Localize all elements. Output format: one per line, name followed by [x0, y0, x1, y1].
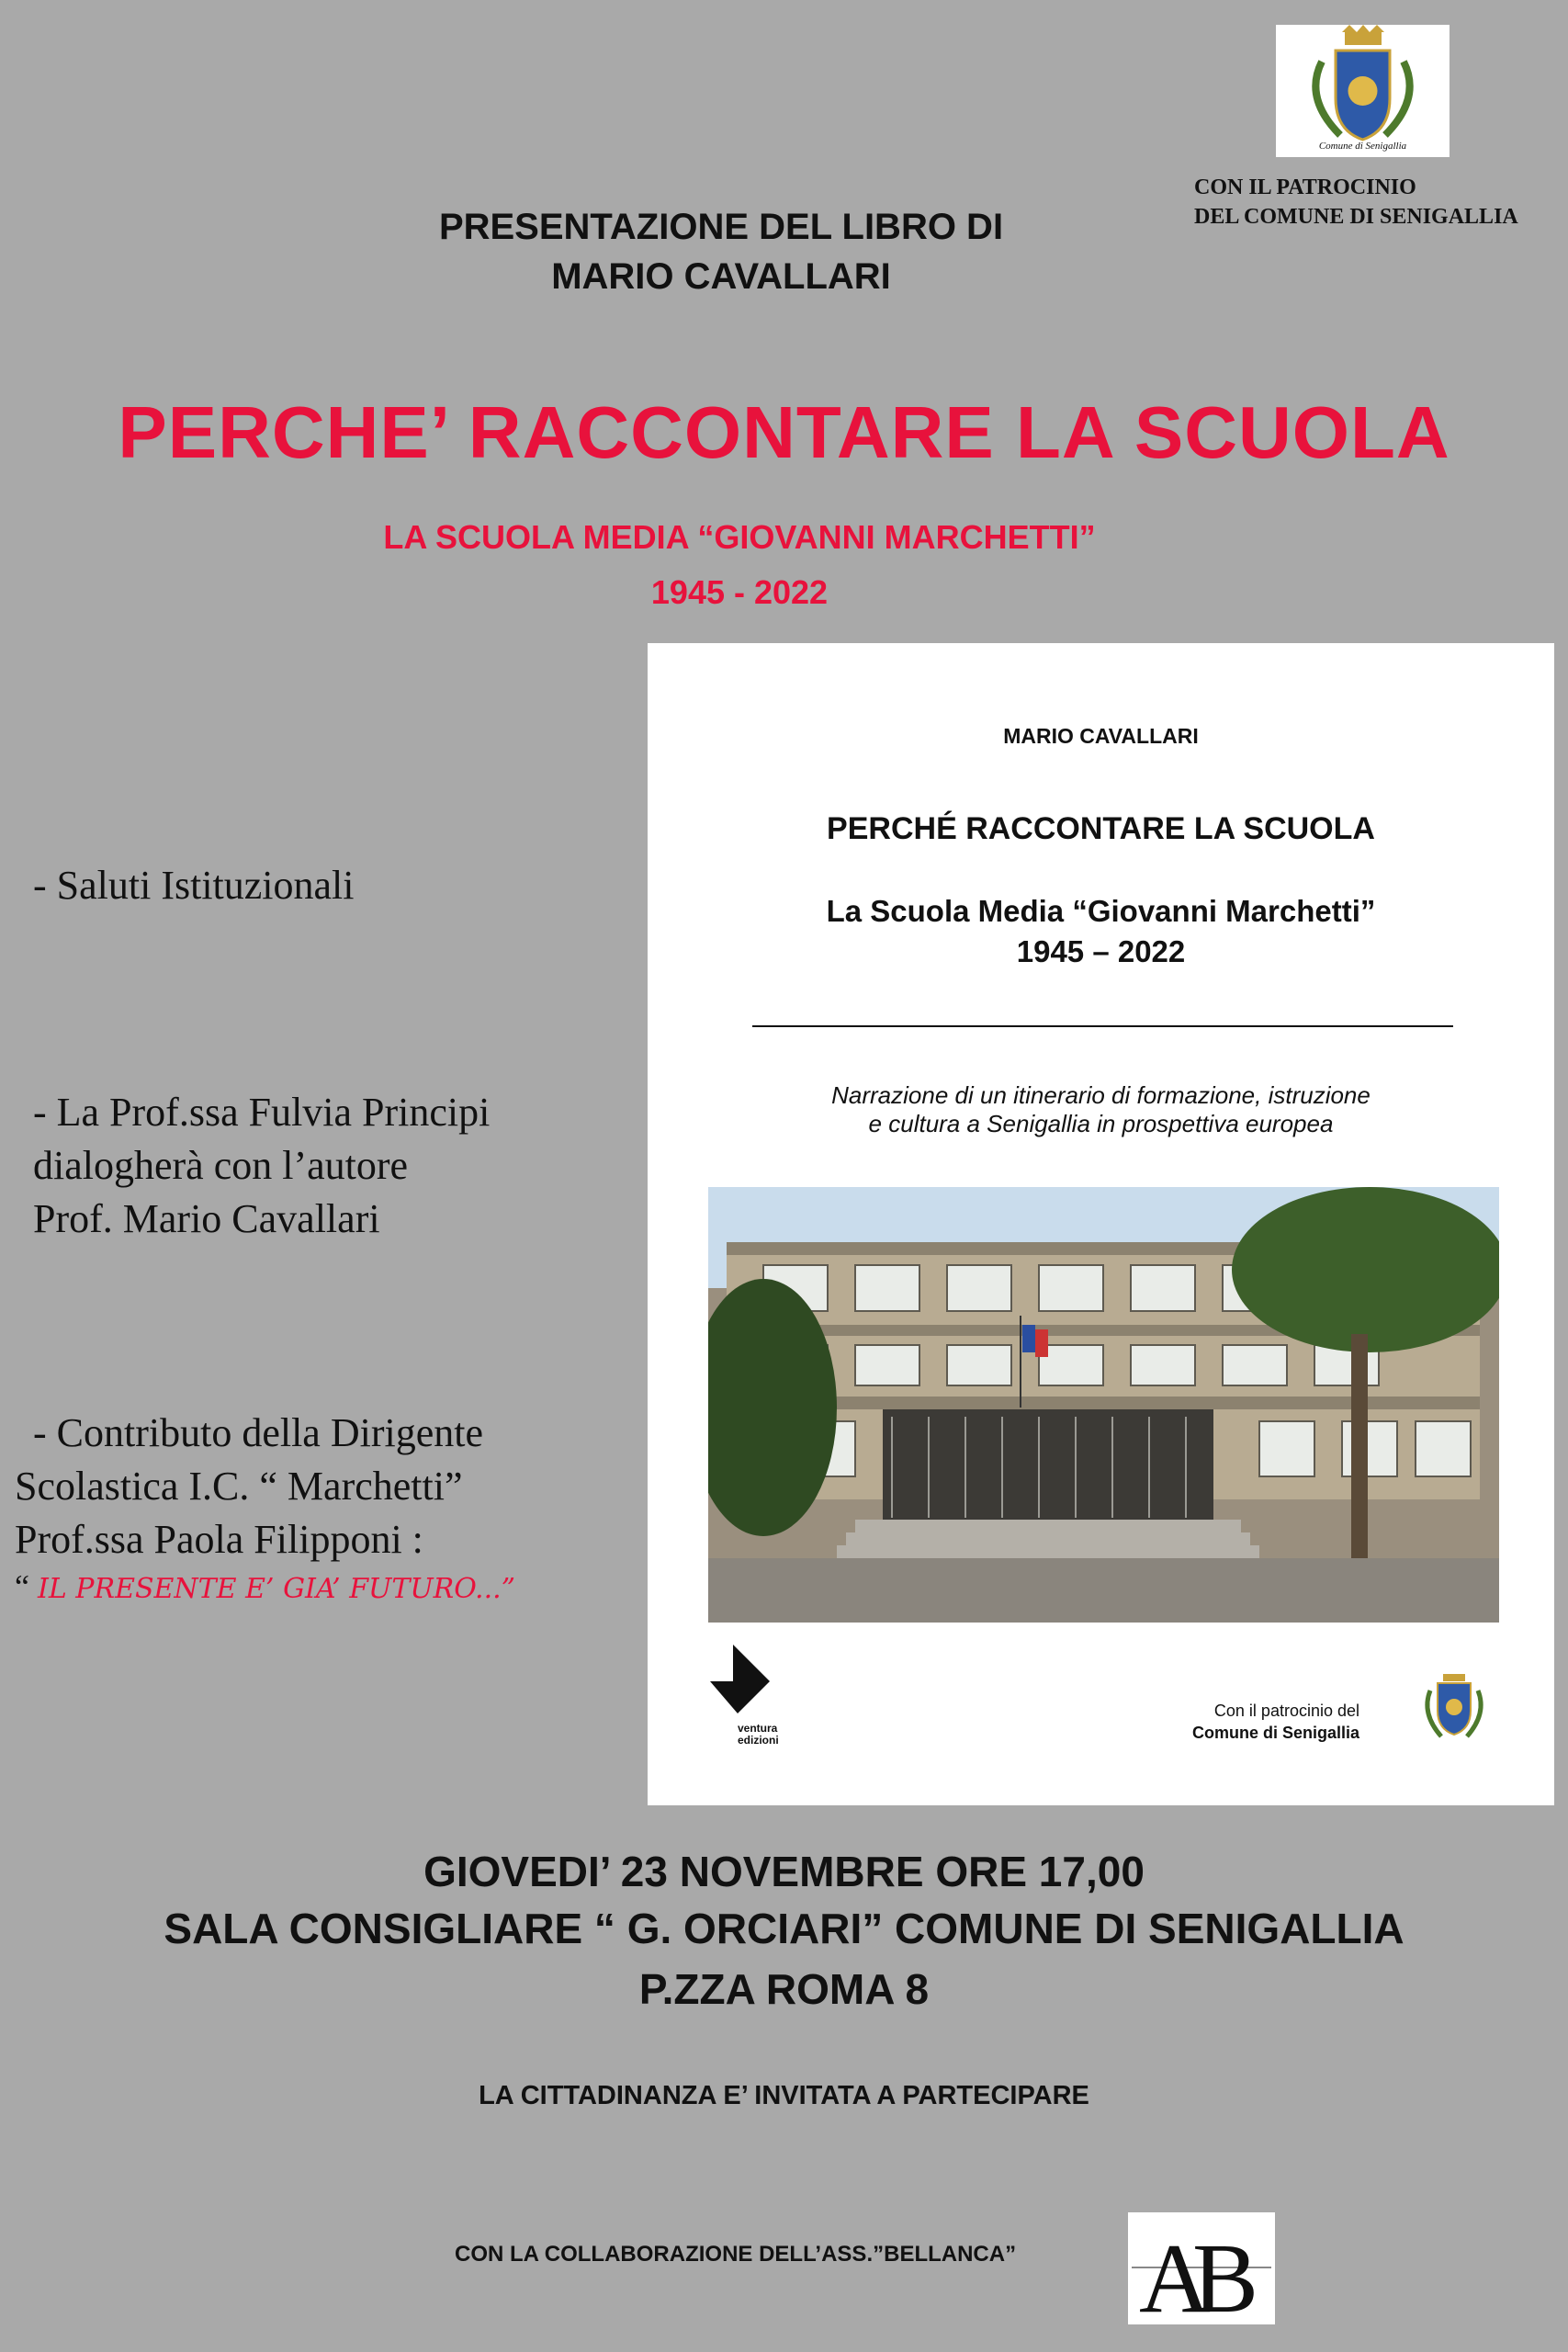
intro-heading — [230, 202, 1213, 301]
cover-title: PERCHÉ RACCONTARE LA SCUOLA — [827, 811, 1375, 846]
cover-patronage — [1153, 1700, 1359, 1744]
program-item-contributo-line-3: Prof.ssa Paola Filipponi : — [15, 1517, 423, 1562]
program-quote — [15, 1566, 515, 1610]
page-title: PERCHE’ RACCONTARE LA SCUOLA — [118, 391, 1450, 473]
cover-subtitle-line-1: La Scuola Media “Giovanni Marchetti” — [826, 894, 1376, 928]
intro-line-2: MARIO CAVALLARI — [551, 256, 891, 297]
program-item-saluti: - Saluti Istituzionali — [33, 863, 355, 908]
school-building-photo — [708, 1187, 1499, 1623]
publisher-name-line-1: ventura — [738, 1722, 778, 1735]
crest-caption: Comune di Senigallia — [1318, 141, 1407, 152]
intro-line-1: PRESENTAZIONE DEL LIBRO DI — [438, 207, 1004, 247]
cover-subtitle-line-2: 1945 – 2022 — [1016, 934, 1186, 968]
program-item-contributo-line-2: Scolastica I.C. “ Marchetti” — [15, 1464, 463, 1509]
publisher-logo — [710, 1645, 779, 1747]
bellanca-logo — [1128, 2212, 1275, 2324]
svg-text:A: A — [1139, 2224, 1211, 2324]
quote-text: IL PRESENTE E’ GIA’ FUTURO...” — [37, 1573, 515, 1605]
program-item-contributo-line-1: - Contributo della Dirigente — [33, 1410, 483, 1455]
cover-crest-icon — [1417, 1672, 1491, 1746]
collaboration-text: CON LA COLLABORAZIONE DELL’ASS.”BELLANCA” — [455, 2242, 1017, 2267]
invitation-text: LA CITTADINANZA E’ INVITATA A PARTECIPARE — [479, 2081, 1089, 2110]
subtitle-years: 1945 - 2022 — [650, 573, 829, 611]
program-item-dialogo-line-2: dialogherà con l’autore — [33, 1143, 409, 1188]
cover-patronage-line-2: Comune di Senigallia — [1191, 1724, 1359, 1742]
publisher-name — [710, 1723, 779, 1747]
publisher-name-line-2: edizioni — [738, 1734, 779, 1747]
program-item-dialogo — [33, 1086, 490, 1246]
crest-icon — [1276, 25, 1450, 157]
cover-narration-line-2: e cultura a Senigallia in prospettiva europea — [868, 1110, 1334, 1137]
bellanca-ab-icon — [1128, 2212, 1275, 2324]
cover-divider — [752, 1025, 1453, 1027]
event-venue: SALA CONSIGLIARE “ G. ORCIARI” COMUNE DI SENIGALLIA — [164, 1905, 1404, 1952]
cover-narration-line-1: Narrazione di un itinerario di formazione, istruzione — [831, 1081, 1371, 1109]
event-address: P.ZZA ROMA 8 — [638, 1965, 930, 2013]
school-building-image — [708, 1187, 1499, 1623]
book-cover — [648, 643, 1554, 1805]
event-date: GIOVEDI’ 23 NOVEMBRE ORE 17,00 — [423, 1848, 1145, 1895]
program-item-dialogo-line-1: - La Prof.ssa Fulvia Principi — [33, 1090, 491, 1135]
quote-open: “ — [15, 1568, 29, 1605]
subtitle-line-1: LA SCUOLA MEDIA “GIOVANNI MARCHETTI” — [383, 518, 1096, 556]
cover-crest — [1417, 1672, 1491, 1750]
program-item-contributo — [15, 1407, 515, 1610]
cover-patronage-line-1: Con il patrocinio del — [1213, 1702, 1359, 1720]
subtitle — [0, 510, 1479, 620]
cover-narration — [648, 1081, 1554, 1138]
svg-text:B: B — [1192, 2224, 1259, 2324]
patronage-line-2: DEL COMUNE DI SENIGALLIA — [1194, 205, 1518, 229]
cover-author: MARIO CAVALLARI — [1003, 724, 1199, 748]
cover-subtitle — [648, 891, 1554, 972]
comune-crest-logo — [1276, 25, 1450, 157]
patronage-line-1: CON IL PATROCINIO — [1194, 175, 1416, 199]
publisher-arrow-icon — [710, 1645, 774, 1718]
program-item-dialogo-line-3: Prof. Mario Cavallari — [33, 1196, 380, 1241]
patronage-text — [1194, 173, 1518, 232]
